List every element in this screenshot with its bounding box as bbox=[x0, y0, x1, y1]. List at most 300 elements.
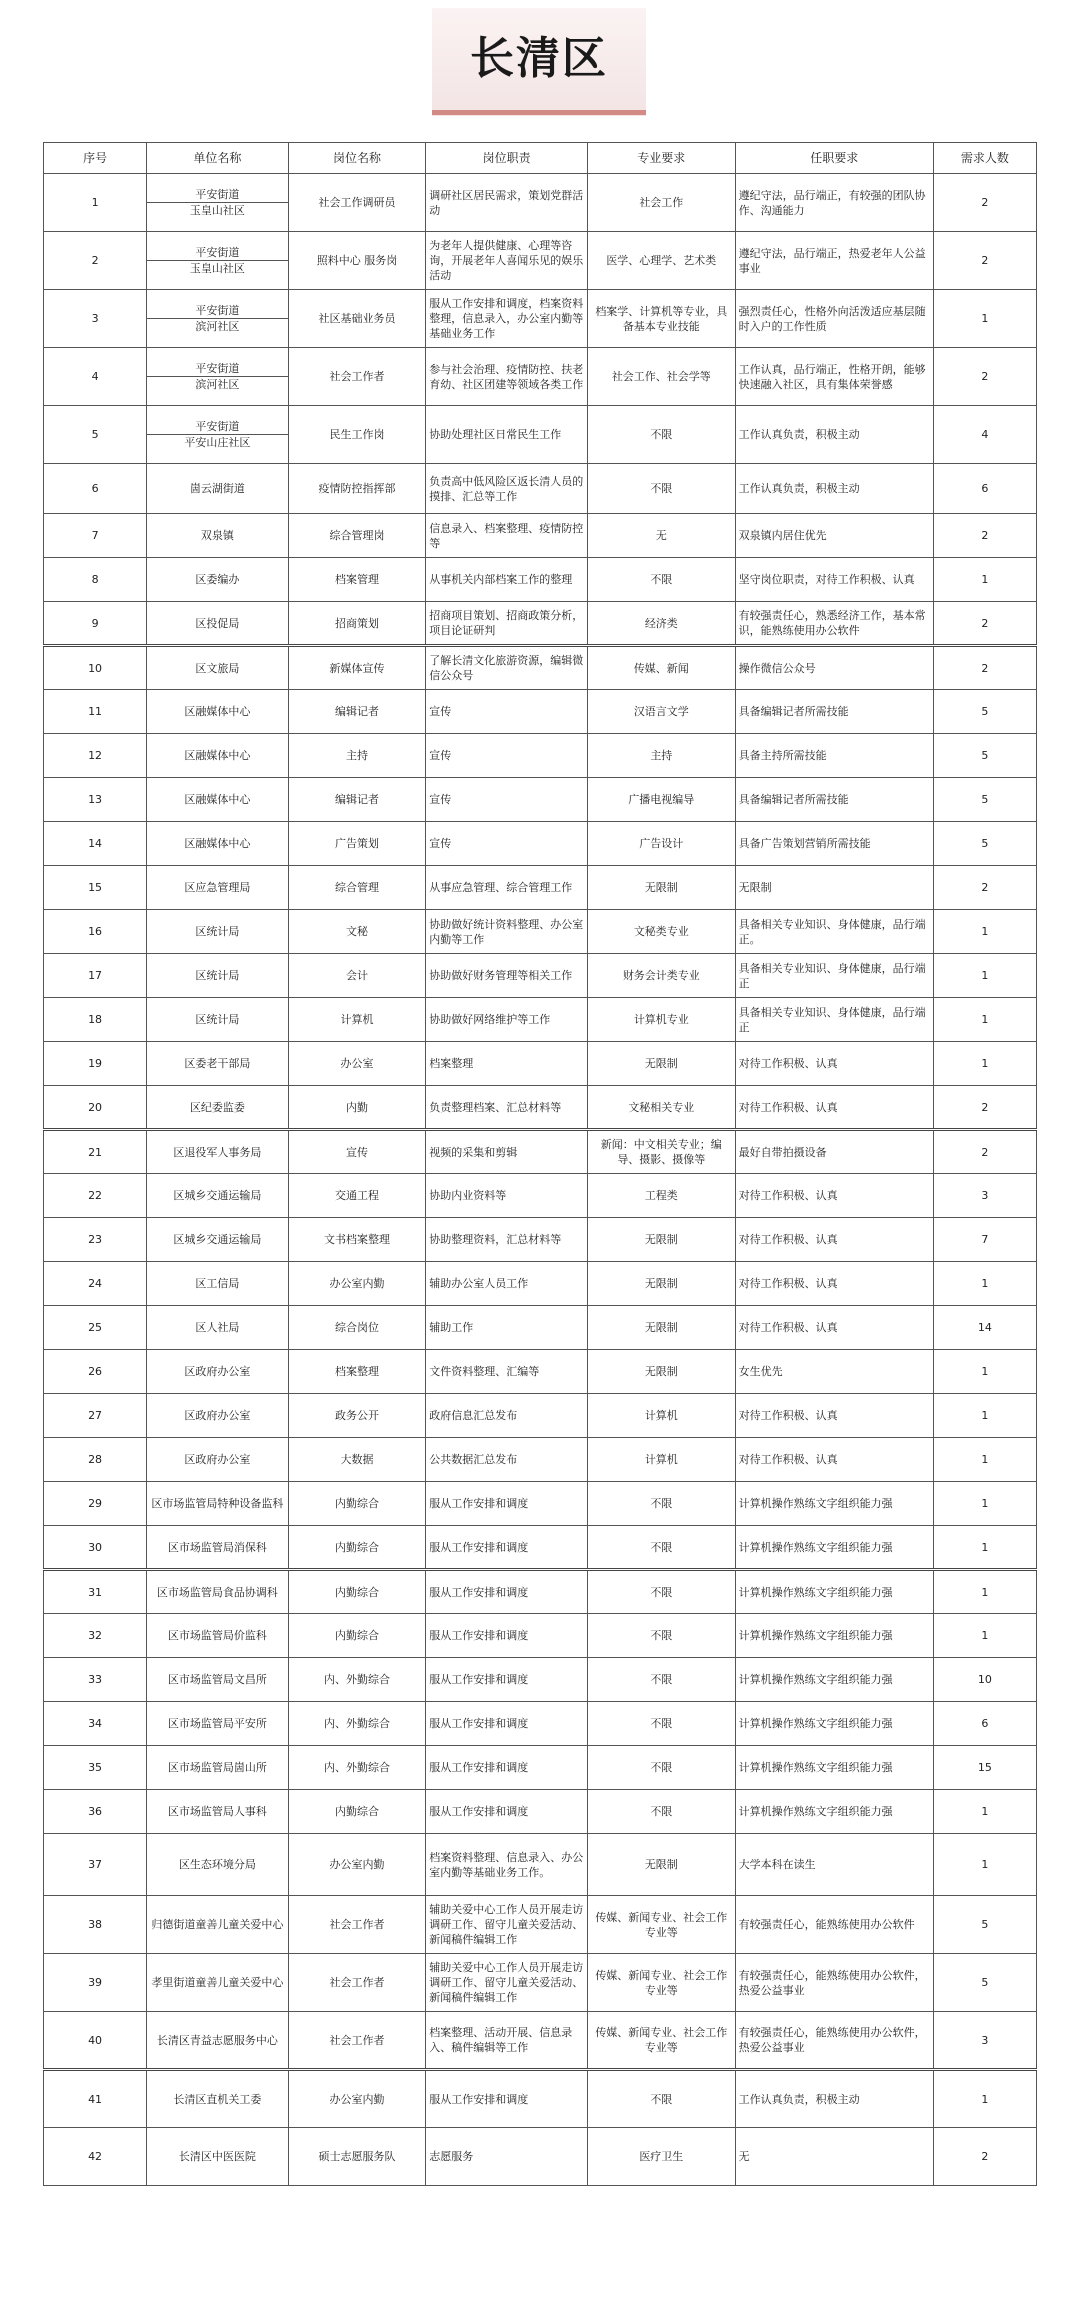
cell-post: 社会工作者 bbox=[288, 2012, 426, 2070]
cell-no: 36 bbox=[44, 1790, 147, 1834]
cell-duty: 辅助关爱中心工作人员开展走访调研工作、留守儿童关爱活动、新闻稿件编辑工作 bbox=[426, 1896, 588, 1954]
cell-count: 2 bbox=[933, 602, 1036, 646]
cell-unit-line: 平安街道 bbox=[147, 419, 288, 435]
cell-unit: 区融媒体中心 bbox=[147, 734, 289, 778]
table-row bbox=[44, 602, 1037, 646]
cell-count: 15 bbox=[933, 1746, 1036, 1790]
cell-duty: 负责高中低风险区返长清人员的摸排、汇总等工作 bbox=[426, 464, 588, 514]
cell-count: 1 bbox=[933, 1350, 1036, 1394]
cell-no: 20 bbox=[44, 1086, 147, 1130]
cell-requirement: 遵纪守法，品行端正，有较强的团队协作、沟通能力 bbox=[735, 174, 933, 232]
cell-requirement: 计算机操作熟练文字组织能力强 bbox=[735, 1482, 933, 1526]
cell-count: 5 bbox=[933, 1896, 1036, 1954]
cell-post: 编辑记者 bbox=[288, 778, 426, 822]
cell-major: 不限 bbox=[588, 406, 736, 464]
cell-post: 文书档案整理 bbox=[288, 1218, 426, 1262]
cell-no: 5 bbox=[44, 406, 147, 464]
cell-unit: 区城乡交通运输局 bbox=[147, 1174, 289, 1218]
cell-post: 办公室内勤 bbox=[288, 2070, 426, 2128]
cell-count: 2 bbox=[933, 866, 1036, 910]
cell-requirement: 对待工作积极、认真 bbox=[735, 1174, 933, 1218]
cell-requirement: 女生优先 bbox=[735, 1350, 933, 1394]
cell-count: 1 bbox=[933, 954, 1036, 998]
cell-no: 31 bbox=[44, 1570, 147, 1614]
cell-post: 文秘 bbox=[288, 910, 426, 954]
cell-requirement: 具备编辑记者所需技能 bbox=[735, 690, 933, 734]
table-row bbox=[44, 778, 1037, 822]
cell-unit bbox=[147, 348, 289, 406]
cell-duty: 视频的采集和剪辑 bbox=[426, 1130, 588, 1174]
table-row bbox=[44, 1130, 1037, 1174]
cell-major: 不限 bbox=[588, 558, 736, 602]
table-row bbox=[44, 998, 1037, 1042]
cell-unit-line: 平安街道 bbox=[147, 245, 288, 261]
cell-post: 计算机 bbox=[288, 998, 426, 1042]
cell-no: 14 bbox=[44, 822, 147, 866]
cell-count: 10 bbox=[933, 1658, 1036, 1702]
cell-unit: 区城乡交通运输局 bbox=[147, 1218, 289, 1262]
cell-duty: 从事机关内部档案工作的整理 bbox=[426, 558, 588, 602]
cell-unit: 区统计局 bbox=[147, 998, 289, 1042]
cell-major: 医疗卫生 bbox=[588, 2128, 736, 2186]
cell-major: 汉语言文学 bbox=[588, 690, 736, 734]
cell-requirement: 对待工作积极、认真 bbox=[735, 1306, 933, 1350]
cell-requirement: 大学本科在读生 bbox=[735, 1834, 933, 1896]
cell-requirement: 双泉镇内居住优先 bbox=[735, 514, 933, 558]
cell-unit-line: 玉皇山社区 bbox=[189, 262, 245, 275]
cell-post: 主持 bbox=[288, 734, 426, 778]
cell-unit: 区市场监管局崮山所 bbox=[147, 1746, 289, 1790]
cell-post: 社会工作调研员 bbox=[288, 174, 426, 232]
cell-major: 传媒、新闻 bbox=[588, 646, 736, 690]
cell-duty: 协助处理社区日常民生工作 bbox=[426, 406, 588, 464]
table-row bbox=[44, 1306, 1037, 1350]
cell-post: 内、外勤综合 bbox=[288, 1658, 426, 1702]
cell-unit bbox=[147, 174, 289, 232]
cell-unit: 区融媒体中心 bbox=[147, 778, 289, 822]
cell-unit: 区退役军人事务局 bbox=[147, 1130, 289, 1174]
cell-no: 10 bbox=[44, 646, 147, 690]
cell-count: 2 bbox=[933, 348, 1036, 406]
table-row bbox=[44, 348, 1037, 406]
table-row bbox=[44, 1790, 1037, 1834]
cell-count: 2 bbox=[933, 174, 1036, 232]
cell-no: 18 bbox=[44, 998, 147, 1042]
cell-major: 主持 bbox=[588, 734, 736, 778]
header-post: 岗位名称 bbox=[288, 143, 426, 174]
table-row bbox=[44, 734, 1037, 778]
cell-major: 文秘相关专业 bbox=[588, 1086, 736, 1130]
cell-unit: 区人社局 bbox=[147, 1306, 289, 1350]
cell-major: 广播电视编导 bbox=[588, 778, 736, 822]
cell-count: 1 bbox=[933, 290, 1036, 348]
cell-unit: 区统计局 bbox=[147, 954, 289, 998]
cell-post: 办公室内勤 bbox=[288, 1834, 426, 1896]
cell-requirement: 计算机操作熟练文字组织能力强 bbox=[735, 1746, 933, 1790]
cell-no: 24 bbox=[44, 1262, 147, 1306]
cell-post: 交通工程 bbox=[288, 1174, 426, 1218]
cell-no: 9 bbox=[44, 602, 147, 646]
cell-count: 2 bbox=[933, 2128, 1036, 2186]
cell-requirement: 遵纪守法，品行端正，热爱老年人公益事业 bbox=[735, 232, 933, 290]
cell-no: 38 bbox=[44, 1896, 147, 1954]
cell-unit-line: 玉皇山社区 bbox=[189, 204, 245, 217]
table-row bbox=[44, 1086, 1037, 1130]
cell-major: 无限制 bbox=[588, 1834, 736, 1896]
cell-count: 1 bbox=[933, 1482, 1036, 1526]
cell-requirement: 有较强责任心，能熟练使用办公软件 bbox=[735, 1896, 933, 1954]
cell-requirement: 对待工作积极、认真 bbox=[735, 1086, 933, 1130]
cell-requirement: 强烈责任心，性格外向活泼适应基层随时入户的工作性质 bbox=[735, 290, 933, 348]
table-row bbox=[44, 1570, 1037, 1614]
table-row bbox=[44, 1394, 1037, 1438]
cell-major: 无限制 bbox=[588, 866, 736, 910]
cell-no: 15 bbox=[44, 866, 147, 910]
cell-major: 无限制 bbox=[588, 1218, 736, 1262]
cell-requirement: 具备编辑记者所需技能 bbox=[735, 778, 933, 822]
cell-requirement: 工作认真负责，积极主动 bbox=[735, 2070, 933, 2128]
header-no: 序号 bbox=[44, 143, 147, 174]
cell-count: 1 bbox=[933, 1262, 1036, 1306]
cell-post: 社会工作者 bbox=[288, 1954, 426, 2012]
cell-duty: 协助整理资料，汇总材料等 bbox=[426, 1218, 588, 1262]
cell-duty: 服从工作安排和调度 bbox=[426, 1658, 588, 1702]
cell-unit: 区政府办公室 bbox=[147, 1438, 289, 1482]
cell-major: 医学、心理学、艺术类 bbox=[588, 232, 736, 290]
cell-requirement: 对待工作积极、认真 bbox=[735, 1262, 933, 1306]
cell-requirement: 工作认真负责，积极主动 bbox=[735, 464, 933, 514]
cell-no: 7 bbox=[44, 514, 147, 558]
header-count: 需求人数 bbox=[933, 143, 1036, 174]
cell-no: 30 bbox=[44, 1526, 147, 1570]
cell-duty: 信息录入、档案整理、疫情防控等 bbox=[426, 514, 588, 558]
table-row bbox=[44, 2012, 1037, 2070]
cell-duty: 服从工作安排和调度 bbox=[426, 1614, 588, 1658]
table-row bbox=[44, 174, 1037, 232]
cell-count: 1 bbox=[933, 2070, 1036, 2128]
cell-no: 17 bbox=[44, 954, 147, 998]
cell-major: 不限 bbox=[588, 464, 736, 514]
cell-no: 19 bbox=[44, 1042, 147, 1086]
cell-post: 硕士志愿服务队 bbox=[288, 2128, 426, 2186]
table-row bbox=[44, 464, 1037, 514]
cell-requirement: 最好自带拍摄设备 bbox=[735, 1130, 933, 1174]
cell-requirement: 操作微信公众号 bbox=[735, 646, 933, 690]
table-header-row bbox=[44, 143, 1037, 174]
cell-major: 不限 bbox=[588, 1658, 736, 1702]
cell-requirement: 计算机操作熟练文字组织能力强 bbox=[735, 1570, 933, 1614]
cell-post: 综合管理岗 bbox=[288, 514, 426, 558]
cell-duty: 档案整理 bbox=[426, 1042, 588, 1086]
cell-major: 计算机 bbox=[588, 1394, 736, 1438]
cell-no: 37 bbox=[44, 1834, 147, 1896]
cell-unit-line: 滨河社区 bbox=[195, 320, 240, 333]
cell-unit: 区市场监管局食品协调科 bbox=[147, 1570, 289, 1614]
cell-post: 内勤 bbox=[288, 1086, 426, 1130]
cell-post: 政务公开 bbox=[288, 1394, 426, 1438]
cell-no: 34 bbox=[44, 1702, 147, 1746]
cell-count: 3 bbox=[933, 2012, 1036, 2070]
table-row bbox=[44, 1438, 1037, 1482]
cell-post: 内勤综合 bbox=[288, 1614, 426, 1658]
cell-count: 5 bbox=[933, 822, 1036, 866]
table-row bbox=[44, 866, 1037, 910]
cell-unit: 区市场监管局平安所 bbox=[147, 1702, 289, 1746]
cell-duty: 政府信息汇总发布 bbox=[426, 1394, 588, 1438]
table-row bbox=[44, 1834, 1037, 1896]
cell-requirement: 有较强责任心，能熟练使用办公软件，热爱公益事业 bbox=[735, 1954, 933, 2012]
cell-count: 2 bbox=[933, 514, 1036, 558]
cell-major: 不限 bbox=[588, 1790, 736, 1834]
cell-unit bbox=[147, 290, 289, 348]
table-row bbox=[44, 1526, 1037, 1570]
cell-no: 16 bbox=[44, 910, 147, 954]
cell-unit bbox=[147, 406, 289, 464]
cell-no: 28 bbox=[44, 1438, 147, 1482]
cell-post: 大数据 bbox=[288, 1438, 426, 1482]
cell-count: 1 bbox=[933, 1834, 1036, 1896]
cell-unit: 区生态环境分局 bbox=[147, 1834, 289, 1896]
cell-count: 5 bbox=[933, 1954, 1036, 2012]
cell-count: 1 bbox=[933, 998, 1036, 1042]
cell-post: 照料中心 服务岗 bbox=[288, 232, 426, 290]
cell-count: 5 bbox=[933, 778, 1036, 822]
cell-duty: 公共数据汇总发布 bbox=[426, 1438, 588, 1482]
table-row bbox=[44, 1746, 1037, 1790]
cell-unit: 长清区青益志愿服务中心 bbox=[147, 2012, 289, 2070]
table-row bbox=[44, 910, 1037, 954]
cell-major: 文秘类专业 bbox=[588, 910, 736, 954]
cell-unit-line: 平安山庄社区 bbox=[184, 436, 251, 449]
cell-post: 内、外勤综合 bbox=[288, 1746, 426, 1790]
cell-count: 3 bbox=[933, 1174, 1036, 1218]
cell-requirement: 工作认真，品行端正，性格开朗，能够快速融入社区，具有集体荣誉感 bbox=[735, 348, 933, 406]
cell-no: 35 bbox=[44, 1746, 147, 1790]
cell-post: 会计 bbox=[288, 954, 426, 998]
cell-major: 经济类 bbox=[588, 602, 736, 646]
header-duty: 岗位职责 bbox=[426, 143, 588, 174]
cell-post: 档案管理 bbox=[288, 558, 426, 602]
cell-no: 41 bbox=[44, 2070, 147, 2128]
cell-duty: 宣传 bbox=[426, 734, 588, 778]
cell-count: 2 bbox=[933, 646, 1036, 690]
cell-no: 40 bbox=[44, 2012, 147, 2070]
cell-post: 招商策划 bbox=[288, 602, 426, 646]
cell-major: 传媒、新闻专业、社会工作专业等 bbox=[588, 1896, 736, 1954]
cell-count: 1 bbox=[933, 910, 1036, 954]
cell-requirement: 计算机操作熟练文字组织能力强 bbox=[735, 1614, 933, 1658]
cell-post: 内勤综合 bbox=[288, 1482, 426, 1526]
cell-count: 4 bbox=[933, 406, 1036, 464]
cell-count: 5 bbox=[933, 734, 1036, 778]
cell-requirement: 有较强责任心，能熟练使用办公软件，热爱公益事业 bbox=[735, 2012, 933, 2070]
cell-requirement: 具备主持所需技能 bbox=[735, 734, 933, 778]
cell-no: 42 bbox=[44, 2128, 147, 2186]
cell-count: 1 bbox=[933, 1614, 1036, 1658]
cell-major: 无限制 bbox=[588, 1262, 736, 1306]
cell-post: 编辑记者 bbox=[288, 690, 426, 734]
cell-requirement: 有较强责任心，熟悉经济工作，基本常识，能熟练使用办公软件 bbox=[735, 602, 933, 646]
cell-requirement: 计算机操作熟练文字组织能力强 bbox=[735, 1526, 933, 1570]
job-table bbox=[43, 142, 1037, 2186]
cell-no: 26 bbox=[44, 1350, 147, 1394]
cell-requirement: 对待工作积极、认真 bbox=[735, 1394, 933, 1438]
cell-post: 社会工作者 bbox=[288, 1896, 426, 1954]
table-row bbox=[44, 822, 1037, 866]
cell-post: 内勤综合 bbox=[288, 1570, 426, 1614]
cell-major: 不限 bbox=[588, 1526, 736, 1570]
cell-unit-line: 平安街道 bbox=[147, 187, 288, 203]
cell-requirement: 计算机操作熟练文字组织能力强 bbox=[735, 1658, 933, 1702]
cell-major: 工程类 bbox=[588, 1174, 736, 1218]
cell-duty: 服从工作安排和调度 bbox=[426, 1526, 588, 1570]
cell-post: 内、外勤综合 bbox=[288, 1702, 426, 1746]
table-row bbox=[44, 1482, 1037, 1526]
cell-requirement: 计算机操作熟练文字组织能力强 bbox=[735, 1790, 933, 1834]
cell-unit-line: 平安街道 bbox=[147, 361, 288, 377]
cell-post: 社区基础业务员 bbox=[288, 290, 426, 348]
cell-unit: 孝里街道童善儿童关爱中心 bbox=[147, 1954, 289, 2012]
table-row bbox=[44, 406, 1037, 464]
cell-unit: 区统计局 bbox=[147, 910, 289, 954]
table-row bbox=[44, 290, 1037, 348]
cell-unit: 归德街道童善儿童关爱中心 bbox=[147, 1896, 289, 1954]
cell-duty: 协助做好网络维护等工作 bbox=[426, 998, 588, 1042]
cell-duty: 为老年人提供健康、心理等咨询，开展老年人喜闻乐见的娱乐活动 bbox=[426, 232, 588, 290]
cell-duty: 调研社区居民需求，策划党群活动 bbox=[426, 174, 588, 232]
cell-duty: 负责整理档案、汇总材料等 bbox=[426, 1086, 588, 1130]
cell-requirement: 具备相关专业知识、身体健康，品行端正。 bbox=[735, 910, 933, 954]
cell-unit-line: 滨河社区 bbox=[195, 378, 240, 391]
cell-post: 社会工作者 bbox=[288, 348, 426, 406]
cell-no: 1 bbox=[44, 174, 147, 232]
cell-unit bbox=[147, 232, 289, 290]
cell-requirement: 具备广告策划营销所需技能 bbox=[735, 822, 933, 866]
cell-post: 疫情防控指挥部 bbox=[288, 464, 426, 514]
cell-duty: 辅助关爱中心工作人员开展走访调研工作、留守儿童关爱活动、新闻稿件编辑工作 bbox=[426, 1954, 588, 2012]
cell-no: 25 bbox=[44, 1306, 147, 1350]
cell-major: 不限 bbox=[588, 1746, 736, 1790]
cell-count: 1 bbox=[933, 1790, 1036, 1834]
cell-unit: 区应急管理局 bbox=[147, 866, 289, 910]
cell-no: 6 bbox=[44, 464, 147, 514]
cell-no: 23 bbox=[44, 1218, 147, 1262]
page-title: 长清区 bbox=[470, 33, 608, 84]
cell-count: 2 bbox=[933, 1130, 1036, 1174]
title-underline bbox=[432, 110, 646, 115]
cell-unit: 区政府办公室 bbox=[147, 1394, 289, 1438]
cell-unit: 长清区中医医院 bbox=[147, 2128, 289, 2186]
cell-requirement: 计算机操作熟练文字组织能力强 bbox=[735, 1702, 933, 1746]
cell-no: 39 bbox=[44, 1954, 147, 2012]
cell-no: 4 bbox=[44, 348, 147, 406]
cell-post: 新媒体宣传 bbox=[288, 646, 426, 690]
cell-no: 22 bbox=[44, 1174, 147, 1218]
cell-unit: 区融媒体中心 bbox=[147, 690, 289, 734]
cell-post: 办公室内勤 bbox=[288, 1262, 426, 1306]
cell-requirement: 对待工作积极、认真 bbox=[735, 1438, 933, 1482]
cell-post: 综合管理 bbox=[288, 866, 426, 910]
cell-post: 档案整理 bbox=[288, 1350, 426, 1394]
table-row bbox=[44, 232, 1037, 290]
cell-duty: 了解长清文化旅游资源，编辑微信公众号 bbox=[426, 646, 588, 690]
cell-duty: 从事应急管理、综合管理工作 bbox=[426, 866, 588, 910]
cell-count: 1 bbox=[933, 1570, 1036, 1614]
cell-no: 27 bbox=[44, 1394, 147, 1438]
cell-major: 社会工作、社会学等 bbox=[588, 348, 736, 406]
cell-duty: 宣传 bbox=[426, 690, 588, 734]
cell-count: 2 bbox=[933, 232, 1036, 290]
cell-unit: 区文旅局 bbox=[147, 646, 289, 690]
header-requirement: 任职要求 bbox=[735, 143, 933, 174]
cell-count: 1 bbox=[933, 1526, 1036, 1570]
cell-unit: 区融媒体中心 bbox=[147, 822, 289, 866]
header-unit: 单位名称 bbox=[147, 143, 289, 174]
cell-post: 广告策划 bbox=[288, 822, 426, 866]
table-row bbox=[44, 1042, 1037, 1086]
cell-requirement: 工作认真负责，积极主动 bbox=[735, 406, 933, 464]
table-row bbox=[44, 1174, 1037, 1218]
table-row bbox=[44, 646, 1037, 690]
cell-no: 13 bbox=[44, 778, 147, 822]
table-row bbox=[44, 954, 1037, 998]
table-row bbox=[44, 1614, 1037, 1658]
cell-duty: 档案整理、活动开展、信息录入、稿件编辑等工作 bbox=[426, 2012, 588, 2070]
cell-major: 不限 bbox=[588, 2070, 736, 2128]
table-row bbox=[44, 2070, 1037, 2128]
table-row bbox=[44, 1350, 1037, 1394]
cell-unit: 区委编办 bbox=[147, 558, 289, 602]
table-row bbox=[44, 1702, 1037, 1746]
cell-duty: 宣传 bbox=[426, 778, 588, 822]
cell-major: 传媒、新闻专业、社会工作专业等 bbox=[588, 1954, 736, 2012]
cell-unit: 双泉镇 bbox=[147, 514, 289, 558]
cell-duty: 服从工作安排和调度 bbox=[426, 1790, 588, 1834]
cell-major: 不限 bbox=[588, 1614, 736, 1658]
table-row bbox=[44, 690, 1037, 734]
cell-requirement: 无 bbox=[735, 2128, 933, 2186]
cell-major: 传媒、新闻专业、社会工作专业等 bbox=[588, 2012, 736, 2070]
cell-unit: 区纪委监委 bbox=[147, 1086, 289, 1130]
cell-requirement: 对待工作积极、认真 bbox=[735, 1218, 933, 1262]
cell-requirement: 对待工作积极、认真 bbox=[735, 1042, 933, 1086]
table-row bbox=[44, 1896, 1037, 1954]
cell-duty: 辅助办公室人员工作 bbox=[426, 1262, 588, 1306]
cell-count: 6 bbox=[933, 1702, 1036, 1746]
cell-unit: 区市场监管局价监科 bbox=[147, 1614, 289, 1658]
cell-requirement: 具备相关专业知识、身体健康，品行端正 bbox=[735, 954, 933, 998]
cell-no: 12 bbox=[44, 734, 147, 778]
cell-duty: 文件资料整理、汇编等 bbox=[426, 1350, 588, 1394]
cell-duty: 档案资料整理、信息录入、办公室内勤等基础业务工作。 bbox=[426, 1834, 588, 1896]
cell-post: 内勤综合 bbox=[288, 1526, 426, 1570]
cell-duty: 服从工作安排和调度 bbox=[426, 1746, 588, 1790]
cell-unit: 区委老干部局 bbox=[147, 1042, 289, 1086]
cell-major: 新闻：中文相关专业；编导、摄影、摄像等 bbox=[588, 1130, 736, 1174]
cell-no: 29 bbox=[44, 1482, 147, 1526]
cell-no: 33 bbox=[44, 1658, 147, 1702]
cell-no: 32 bbox=[44, 1614, 147, 1658]
cell-major: 社会工作 bbox=[588, 174, 736, 232]
cell-no: 2 bbox=[44, 232, 147, 290]
cell-unit: 区市场监管局特种设备监科 bbox=[147, 1482, 289, 1526]
cell-duty: 协助内业资料等 bbox=[426, 1174, 588, 1218]
cell-major: 无限制 bbox=[588, 1042, 736, 1086]
cell-no: 3 bbox=[44, 290, 147, 348]
cell-duty: 宣传 bbox=[426, 822, 588, 866]
cell-unit: 区政府办公室 bbox=[147, 1350, 289, 1394]
cell-duty: 协助做好财务管理等相关工作 bbox=[426, 954, 588, 998]
